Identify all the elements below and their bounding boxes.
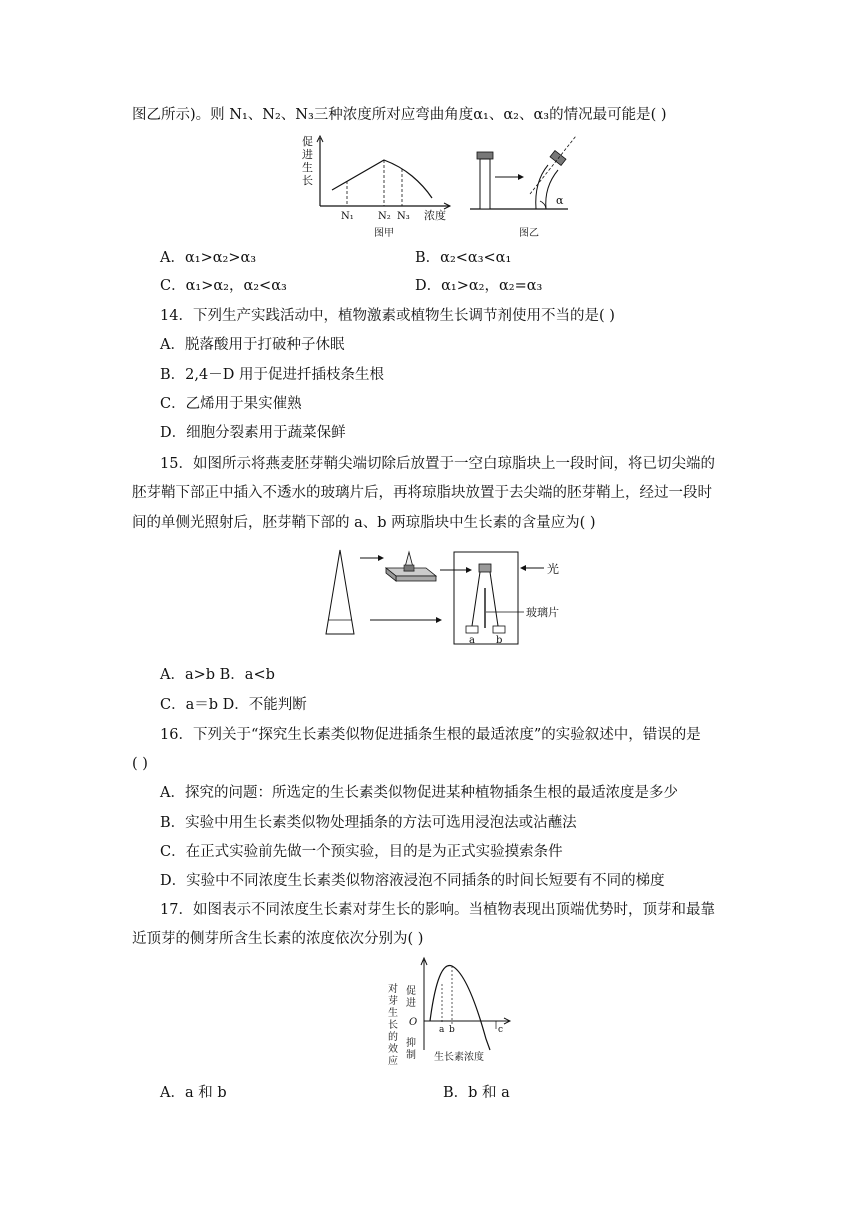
q14-option-c: C．乙烯用于果实催熟 bbox=[160, 396, 302, 412]
fig13-caption-yi: 图乙 bbox=[519, 228, 539, 239]
q13-option-b: B．α₂<α₃<α₁ bbox=[415, 250, 512, 266]
q17-stem-2: 近顶芽的侧芽所含生长素的浓度依次分别为( ) bbox=[132, 931, 424, 947]
fig17-ylabel-5: 的 bbox=[388, 1032, 398, 1043]
fig17-promote-1: 促 bbox=[406, 986, 416, 997]
fig13-ylabel-4: 长 bbox=[302, 174, 313, 187]
q15-stem-1: 15．如图所示将燕麦胚芽鞘尖端切除后放置于一空白琼脂块上一段时间，将已切尖端的 bbox=[160, 456, 715, 472]
q15-options-ab: A．a>b B．a<b bbox=[160, 667, 275, 683]
fig17-inhibit-1: 抑 bbox=[406, 1038, 416, 1049]
fig17-xlabel: 生长素浓度 bbox=[434, 1052, 484, 1063]
figure-15 bbox=[320, 548, 570, 648]
q13-option-c: C．α₁>α₂，α₂<α₃ bbox=[160, 278, 287, 294]
fig17-ylabel-7: 应 bbox=[388, 1056, 398, 1067]
question-13-stem-tail: 图乙所示)。则 N₁、N₂、N₃三种浓度所对应弯曲角度α₁、α₂、α₃的情况最可能是( ) bbox=[132, 107, 667, 123]
fig17-ylabel-4: 长 bbox=[388, 1020, 398, 1031]
fig13-caption-jia: 图甲 bbox=[374, 228, 394, 239]
fig13-ylabel-1: 促 bbox=[302, 135, 313, 148]
q16-stem-2: ( ) bbox=[132, 756, 148, 772]
fig15-glass-label: 玻璃片 bbox=[526, 606, 559, 619]
fig15-label-a: a bbox=[469, 635, 475, 646]
fig13-x-n1: N₁ bbox=[341, 211, 354, 222]
figure-13-jia bbox=[302, 135, 450, 239]
q15-options-cd: C．a＝b D．不能判断 bbox=[160, 697, 307, 713]
fig17-ylabel-1: 对 bbox=[388, 984, 398, 995]
fig17-inhibit-2: 制 bbox=[406, 1050, 416, 1061]
q15-stem-3: 间的单侧光照射后，胚芽鞘下部的 a、b 两琼脂块中生长素的含量应为( ) bbox=[132, 515, 596, 531]
fig13-ylabel-3: 生 bbox=[302, 161, 313, 174]
fig17-ylabel-3: 生 bbox=[388, 1008, 398, 1019]
fig17-promote-2: 进 bbox=[406, 998, 416, 1009]
fig15-label-b: b bbox=[496, 635, 503, 646]
figure-13-yi bbox=[470, 136, 576, 239]
fig15-light-label: 光 bbox=[547, 562, 560, 576]
q13-option-d: D．α₁>α₂，α₂=α₃ bbox=[415, 278, 543, 294]
fig17-label-c: c bbox=[498, 1025, 504, 1035]
q14-stem: 14．下列生产实践活动中，植物激素或植物生长调节剂使用不当的是( ) bbox=[160, 308, 615, 324]
fig17-label-a: a bbox=[439, 1025, 445, 1035]
q15-stem-2: 胚芽鞘下部正中插入不透水的玻璃片后，再将琼脂块放置于去尖端的胚芽鞘上，经过一段时 bbox=[132, 485, 712, 501]
fig17-ylabel-2: 芽 bbox=[388, 996, 398, 1007]
fig17-origin: O bbox=[409, 1017, 418, 1028]
q16-option-d: D．实验中不同浓度生长素类似物溶液浸泡不同插条的时间长短要有不同的梯度 bbox=[160, 873, 665, 889]
q17-stem-1: 17．如图表示不同浓度生长素对芽生长的影响。当植物表现出顶端优势时，顶芽和最靠 bbox=[160, 902, 715, 918]
q17-option-a: A．a 和 b bbox=[160, 1085, 227, 1101]
fig13-ylabel-2: 进 bbox=[302, 148, 313, 161]
figure-13 bbox=[300, 132, 600, 242]
fig17-ylabel-6: 效 bbox=[388, 1044, 398, 1055]
q16-option-b: B．实验中用生长素类似物处理插条的方法可选用浸泡法或沾蘸法 bbox=[160, 815, 577, 831]
fig13-x-n3: N₃ bbox=[397, 211, 410, 222]
fig13-x-conc: 浓度 bbox=[424, 209, 446, 222]
q14-option-a: A．脱落酸用于打破种子休眠 bbox=[160, 337, 345, 353]
figure-17 bbox=[386, 954, 526, 1072]
q14-option-d: D．细胞分裂素用于蔬菜保鲜 bbox=[160, 425, 346, 441]
q13-option-a: A．α₁>α₂>α₃ bbox=[160, 250, 257, 266]
q16-option-a: A．探究的问题：所选定的生长素类似物促进某种植物插条生根的最适浓度是多少 bbox=[160, 785, 678, 801]
q14-option-b: B．2,4－D 用于促进扦插枝条生根 bbox=[160, 367, 384, 383]
fig17-label-b: b bbox=[449, 1025, 455, 1035]
fig13-x-n2: N₂ bbox=[378, 211, 391, 222]
q16-stem-1: 16．下列关于“探究生长素类似物促进插条生根的最适浓度”的实验叙述中，错误的是 bbox=[160, 727, 701, 743]
fig13-angle: α bbox=[556, 194, 564, 207]
q17-option-b: B．b 和 a bbox=[443, 1085, 510, 1101]
q16-option-c: C．在正式实验前先做一个预实验，目的是为正式实验摸索条件 bbox=[160, 844, 563, 860]
